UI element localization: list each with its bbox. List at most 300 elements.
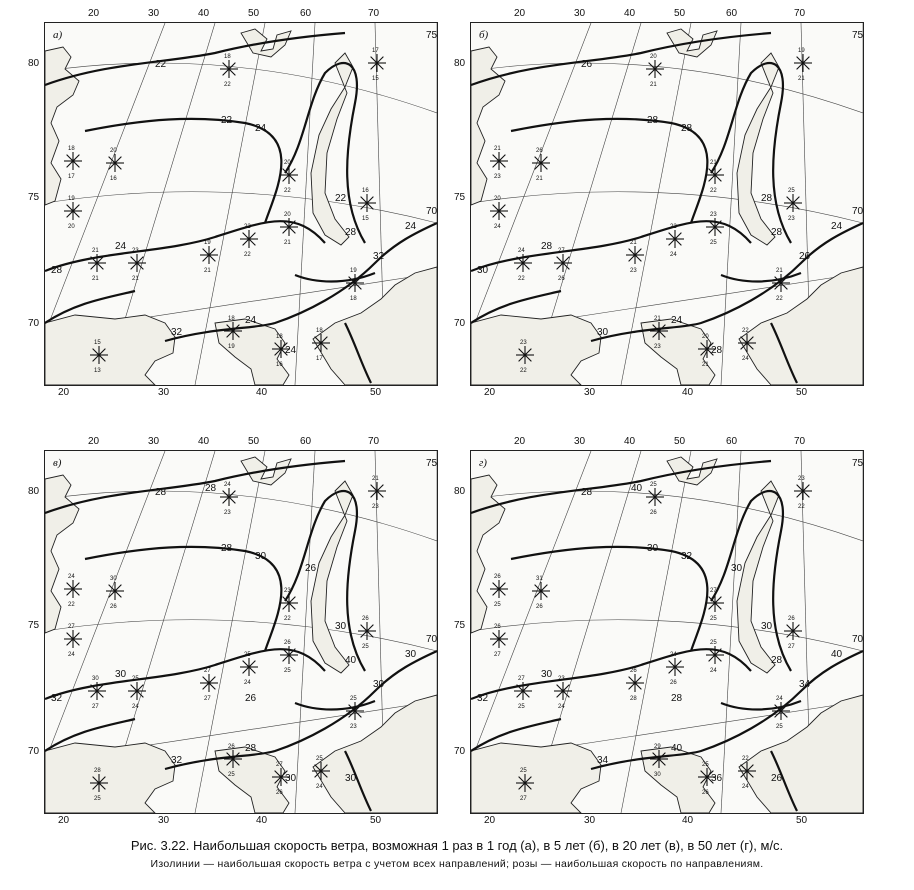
rose-center [135, 261, 138, 264]
rose-center [561, 689, 564, 692]
rose-value-south: 27 [494, 652, 501, 658]
rose-value-south: 26 [558, 276, 565, 282]
rose-value-north: 25 [244, 652, 251, 658]
rose-value-north: 19 [68, 196, 75, 202]
isoline-label: 28 [671, 693, 683, 704]
rose-value-north: 26 [536, 148, 543, 154]
rose-value-north: 25 [788, 188, 795, 194]
rose-center [633, 253, 636, 256]
landmass [45, 475, 79, 633]
rose-value-south: 26 [702, 790, 709, 796]
rose-center [801, 61, 804, 64]
rose-value-north: 23 [710, 212, 717, 218]
rose-value-north: 20 [284, 160, 291, 166]
isoline-label: 24 [115, 241, 127, 252]
rose-value-north: 18 [68, 146, 75, 152]
rose-value-north: 25 [650, 482, 657, 488]
isoline [45, 33, 345, 85]
latitude-tick-right: 70 [852, 206, 864, 217]
rose-value-south: 21 [702, 362, 709, 368]
rose-value-south: 24 [742, 784, 749, 790]
longitude-tick-bottom: 20 [484, 815, 496, 826]
wind-rose [784, 188, 802, 222]
isoline-label: 28 [681, 123, 693, 134]
rose-center [497, 209, 500, 212]
wind-rose [280, 640, 298, 674]
wind-rose [358, 188, 376, 222]
rose-value-north: 21 [710, 160, 717, 166]
landmass [471, 315, 601, 385]
wind-rose [220, 482, 238, 516]
wind-rose [784, 616, 802, 650]
longitude-tick-bottom: 50 [796, 387, 808, 398]
isoline-label: 40 [631, 483, 643, 494]
rose-value-north: 24 [68, 574, 75, 580]
isoline-label: 28 [647, 115, 659, 126]
rose-center [227, 67, 230, 70]
latitude-tick-left: 70 [454, 746, 466, 757]
rose-center [521, 689, 524, 692]
longitude-tick-top: 60 [300, 8, 312, 19]
longitude-tick-bottom: 20 [58, 387, 70, 398]
landmass [45, 47, 79, 205]
rose-center [657, 329, 660, 332]
isoline-label: 28 [221, 543, 233, 554]
wind-rose [626, 668, 644, 702]
rose-center [353, 709, 356, 712]
meridian-line [721, 23, 741, 385]
rose-center [319, 769, 322, 772]
latitude-tick-left: 80 [28, 58, 40, 69]
rose-value-north: 23 [798, 476, 805, 482]
isoline-label: 32 [171, 755, 183, 766]
rose-center [375, 61, 378, 64]
isoline-label: 26 [245, 693, 257, 704]
latitude-tick-right: 70 [426, 206, 438, 217]
longitude-tick-top: 20 [88, 8, 100, 19]
rose-center [497, 637, 500, 640]
rose-center [207, 681, 210, 684]
rose-center [705, 347, 708, 350]
latitude-tick-left: 80 [28, 486, 40, 497]
rose-value-north: 21 [92, 248, 99, 254]
rose-value-north: 27 [518, 676, 525, 682]
wind-rose [280, 212, 298, 246]
rose-value-south: 26 [276, 790, 283, 796]
wind-rose [358, 616, 376, 650]
landmass [311, 481, 353, 673]
wind-rose [200, 240, 218, 274]
rose-value-south: 22 [244, 252, 251, 258]
isoline [471, 649, 751, 699]
rose-center [713, 173, 716, 176]
rose-center [71, 209, 74, 212]
rose-center [247, 665, 250, 668]
rose-value-north: 22 [742, 756, 749, 762]
rose-value-north: 20 [494, 196, 501, 202]
rose-value-south: 22 [68, 602, 75, 608]
rose-center [231, 329, 234, 332]
longitude-tick-top: 20 [514, 436, 526, 447]
isoline-label: 28 [205, 483, 217, 494]
rose-center [113, 161, 116, 164]
rose-value-north: 24 [518, 248, 525, 254]
rose-center [561, 261, 564, 264]
isoline-label: 26 [799, 251, 811, 262]
landmass [739, 695, 863, 813]
meridian-line [295, 23, 315, 385]
latitude-tick-left: 70 [454, 318, 466, 329]
wind-rose [220, 54, 238, 88]
map-b-drawing [471, 23, 863, 385]
rose-value-south: 16 [276, 362, 283, 368]
rose-value-north: 27 [558, 248, 565, 254]
isoline-label: 24 [285, 345, 297, 356]
rose-value-north: 25 [350, 696, 357, 702]
rose-value-south: 21 [650, 82, 657, 88]
rose-value-north: 19 [798, 48, 805, 54]
latitude-tick-left: 70 [28, 746, 40, 757]
rose-value-south: 25 [710, 616, 717, 622]
rose-center [71, 637, 74, 640]
rose-center [497, 587, 500, 590]
map-d-drawing [471, 451, 863, 813]
map-panel-a [44, 22, 438, 386]
latitude-tick-left: 70 [28, 318, 40, 329]
rose-center [135, 689, 138, 692]
coastline [45, 457, 437, 813]
landmass [471, 47, 505, 205]
isoline-label: 28 [771, 227, 783, 238]
rose-value-south: 23 [630, 268, 637, 274]
isoline-label: 30 [115, 669, 127, 680]
rose-value-north: 30 [92, 676, 99, 682]
wind-rose [490, 146, 508, 180]
map-panel-b [470, 22, 864, 386]
rose-center [779, 281, 782, 284]
longitude-tick-bottom: 50 [370, 815, 382, 826]
rose-value-south: 24 [494, 224, 501, 230]
rose-center [71, 587, 74, 590]
rose-center [713, 653, 716, 656]
rose-center [705, 775, 708, 778]
rose-value-south: 24 [742, 356, 749, 362]
rose-value-south: 20 [68, 224, 75, 230]
rose-center [779, 709, 782, 712]
rose-value-south: 13 [94, 368, 101, 374]
isoline-label: 30 [647, 543, 659, 554]
parallel-line [45, 491, 437, 541]
rose-value-north: 31 [536, 576, 543, 582]
rose-value-south: 21 [92, 276, 99, 282]
rose-value-south: 23 [350, 724, 357, 730]
rose-center [657, 757, 660, 760]
longitude-tick-top: 50 [674, 436, 686, 447]
isoline-label: 40 [671, 743, 683, 754]
wind-rose [514, 676, 532, 710]
map-panel-c [44, 450, 438, 814]
rose-center [97, 781, 100, 784]
latitude-tick-right: 75 [426, 458, 438, 469]
landmass [737, 53, 779, 245]
rose-value-north: 30 [110, 576, 117, 582]
rose-value-north: 26 [494, 624, 501, 630]
landmass [311, 53, 353, 245]
rose-value-south: 22 [710, 188, 717, 194]
landmass [313, 267, 437, 385]
rose-center [353, 281, 356, 284]
rose-value-north: 22 [244, 224, 251, 230]
isoline-label: 28 [711, 345, 723, 356]
isoline-label: 24 [405, 221, 417, 232]
rose-value-south: 28 [630, 696, 637, 702]
rose-value-north: 18 [228, 316, 235, 322]
rose-center [539, 161, 542, 164]
rose-value-north: 21 [654, 316, 661, 322]
wind-rose [490, 196, 508, 230]
wind-rose [64, 196, 82, 230]
longitude-tick-top: 60 [726, 436, 738, 447]
rose-value-north: 20 [650, 54, 657, 60]
rose-center [713, 601, 716, 604]
wind-rose [706, 212, 724, 246]
latitude-tick-left: 80 [454, 58, 466, 69]
rose-value-south: 25 [228, 772, 235, 778]
rose-value-south: 23 [224, 510, 231, 516]
longitude-tick-top: 50 [248, 8, 260, 19]
rose-center [633, 681, 636, 684]
figure-caption: Рис. 3.22. Наибольшая скорость ветра, возможная 1 раз в 1 год (а), в 5 лет (б), в 20 лет (в), в 50 лет (г), м/с. [130, 838, 784, 853]
isoline-label: 34 [799, 679, 811, 690]
rose-value-north: 27 [68, 624, 75, 630]
rose-value-north: 24 [670, 652, 677, 658]
longitude-tick-bottom: 40 [256, 387, 268, 398]
rose-value-south: 22 [284, 616, 291, 622]
rose-value-south: 22 [776, 296, 783, 302]
rose-value-south: 22 [224, 82, 231, 88]
isoline-label: 28 [761, 193, 773, 204]
coastline [45, 29, 437, 385]
isoline-label: 30 [541, 669, 553, 680]
isoline-label: 22 [155, 59, 167, 70]
rose-center [287, 225, 290, 228]
rose-center [365, 201, 368, 204]
meridian-line [295, 451, 315, 813]
rose-value-south: 18 [350, 296, 357, 302]
parallel-line [471, 63, 863, 113]
rose-center [539, 589, 542, 592]
isoline-label: 28 [771, 655, 783, 666]
rose-value-north: 21 [372, 476, 379, 482]
latitude-tick-left: 80 [454, 486, 466, 497]
isoline-label: 32 [477, 693, 489, 704]
longitude-tick-top: 50 [248, 436, 260, 447]
wind-rose [64, 624, 82, 658]
rose-value-north: 24 [776, 696, 783, 702]
isoline-label: 24 [255, 123, 267, 134]
wind-rose [88, 248, 106, 282]
latitude-tick-left: 75 [28, 192, 40, 203]
rose-center [279, 775, 282, 778]
rose-value-south: 23 [494, 174, 501, 180]
isoline-label: 26 [305, 563, 317, 574]
landmass [45, 315, 175, 385]
rose-center [365, 629, 368, 632]
landmass [737, 481, 779, 673]
rose-value-north: 28 [94, 768, 101, 774]
rose-value-north: 25 [316, 756, 323, 762]
longitude-tick-top: 60 [300, 436, 312, 447]
parallel-line [45, 192, 437, 223]
meridian-line [721, 451, 741, 813]
wind-rose [706, 588, 724, 622]
longitude-tick-top: 70 [794, 8, 806, 19]
rose-center [745, 341, 748, 344]
isoline [45, 221, 325, 271]
coastline [471, 29, 863, 385]
rose-value-south: 30 [654, 772, 661, 778]
rose-value-south: 19 [228, 344, 235, 350]
longitude-tick-top: 30 [148, 436, 160, 447]
rose-value-south: 24 [244, 680, 251, 686]
isoline [471, 221, 751, 271]
isoline-label: 22 [335, 193, 347, 204]
wind-rose [514, 248, 532, 282]
isoline-label: 30 [285, 773, 297, 784]
isoline-label: 26 [771, 773, 783, 784]
rose-value-north: 25 [710, 640, 717, 646]
wind-rose [106, 148, 124, 182]
rose-value-south: 22 [518, 276, 525, 282]
rose-value-south: 26 [110, 604, 117, 610]
rose-center [521, 261, 524, 264]
rose-value-south: 27 [520, 796, 527, 802]
rose-value-south: 15 [362, 216, 369, 222]
isoline-label: 24 [245, 315, 257, 326]
rose-value-north: 26 [228, 744, 235, 750]
parallel-line [471, 192, 863, 223]
rose-value-south: 16 [110, 176, 117, 182]
panel-label-a: а) [53, 29, 63, 41]
rose-value-north: 20 [110, 148, 117, 154]
rose-center [97, 353, 100, 356]
rose-center [71, 159, 74, 162]
panel-label-b: б) [479, 29, 489, 41]
rose-center [653, 67, 656, 70]
rose-value-south: 24 [558, 704, 565, 710]
longitude-tick-bottom: 50 [796, 815, 808, 826]
rose-value-south: 24 [132, 704, 139, 710]
rose-value-south: 21 [132, 276, 139, 282]
isoline-label: 24 [671, 315, 683, 326]
landmass [313, 695, 437, 813]
rose-value-north: 23 [284, 588, 291, 594]
wind-rose [64, 146, 82, 180]
longitude-tick-top: 30 [574, 8, 586, 19]
rose-value-south: 21 [284, 240, 291, 246]
longitude-tick-top: 70 [368, 436, 380, 447]
rose-value-south: 21 [798, 76, 805, 82]
rose-center [113, 589, 116, 592]
longitude-tick-bottom: 30 [158, 387, 170, 398]
wind-rose [794, 476, 812, 510]
latitude-tick-right: 75 [852, 30, 864, 41]
rose-value-north: 17 [372, 48, 379, 54]
longitude-tick-top: 40 [624, 8, 636, 19]
isoline-label: 30 [597, 327, 609, 338]
isoline-label: 32 [51, 693, 63, 704]
rose-value-north: 20 [284, 212, 291, 218]
landmass [739, 267, 863, 385]
isoline-label: 30 [477, 265, 489, 276]
rose-center [95, 261, 98, 264]
parallel-line [471, 620, 863, 651]
longitude-tick-top: 60 [726, 8, 738, 19]
rose-value-south: 24 [68, 652, 75, 658]
rose-value-north: 23 [558, 676, 565, 682]
wind-rose [646, 482, 664, 516]
map-panel-d [470, 450, 864, 814]
isoline-label: 28 [155, 487, 167, 498]
rose-value-north: 29 [654, 744, 661, 750]
map-c-drawing [45, 451, 437, 813]
isoline-label: 28 [581, 487, 593, 498]
rose-center [791, 201, 794, 204]
isoline [471, 461, 771, 513]
rose-value-south: 23 [654, 344, 661, 350]
rose-center [653, 495, 656, 498]
longitude-tick-top: 30 [574, 436, 586, 447]
wind-rose [368, 476, 386, 510]
isoline-label: 28 [345, 227, 357, 238]
isoline [45, 461, 345, 513]
rose-value-north: 26 [362, 616, 369, 622]
isoline-label: 40 [831, 649, 843, 660]
rose-value-south: 25 [494, 602, 501, 608]
longitude-tick-bottom: 20 [58, 815, 70, 826]
rose-value-south: 26 [536, 604, 543, 610]
rose-center [287, 601, 290, 604]
rose-value-south: 15 [372, 76, 379, 82]
landmass [45, 743, 175, 813]
isoline-label: 32 [373, 251, 385, 262]
rose-value-north: 18 [224, 54, 231, 60]
rose-value-south: 23 [788, 216, 795, 222]
rose-value-north: 26 [630, 668, 637, 674]
longitude-tick-top: 30 [148, 8, 160, 19]
rose-value-south: 25 [94, 796, 101, 802]
isoline-label: 36 [711, 773, 723, 784]
rose-center [791, 629, 794, 632]
parallel-line [45, 63, 437, 113]
rose-value-south: 22 [284, 188, 291, 194]
wind-rose [626, 240, 644, 274]
rose-value-south: 21 [536, 176, 543, 182]
isoline-label: 30 [335, 621, 347, 632]
longitude-tick-bottom: 50 [370, 387, 382, 398]
rose-value-north: 23 [520, 340, 527, 346]
rose-value-south: 17 [316, 356, 323, 362]
wind-rose [368, 48, 386, 82]
rose-center [319, 341, 322, 344]
latitude-tick-right: 70 [426, 634, 438, 645]
rose-value-south: 23 [372, 504, 379, 510]
map-a-drawing [45, 23, 437, 385]
isoline-label: 30 [761, 621, 773, 632]
isoline-label: 30 [731, 563, 743, 574]
rose-value-south: 26 [670, 680, 677, 686]
isoline-label: 22 [221, 115, 233, 126]
